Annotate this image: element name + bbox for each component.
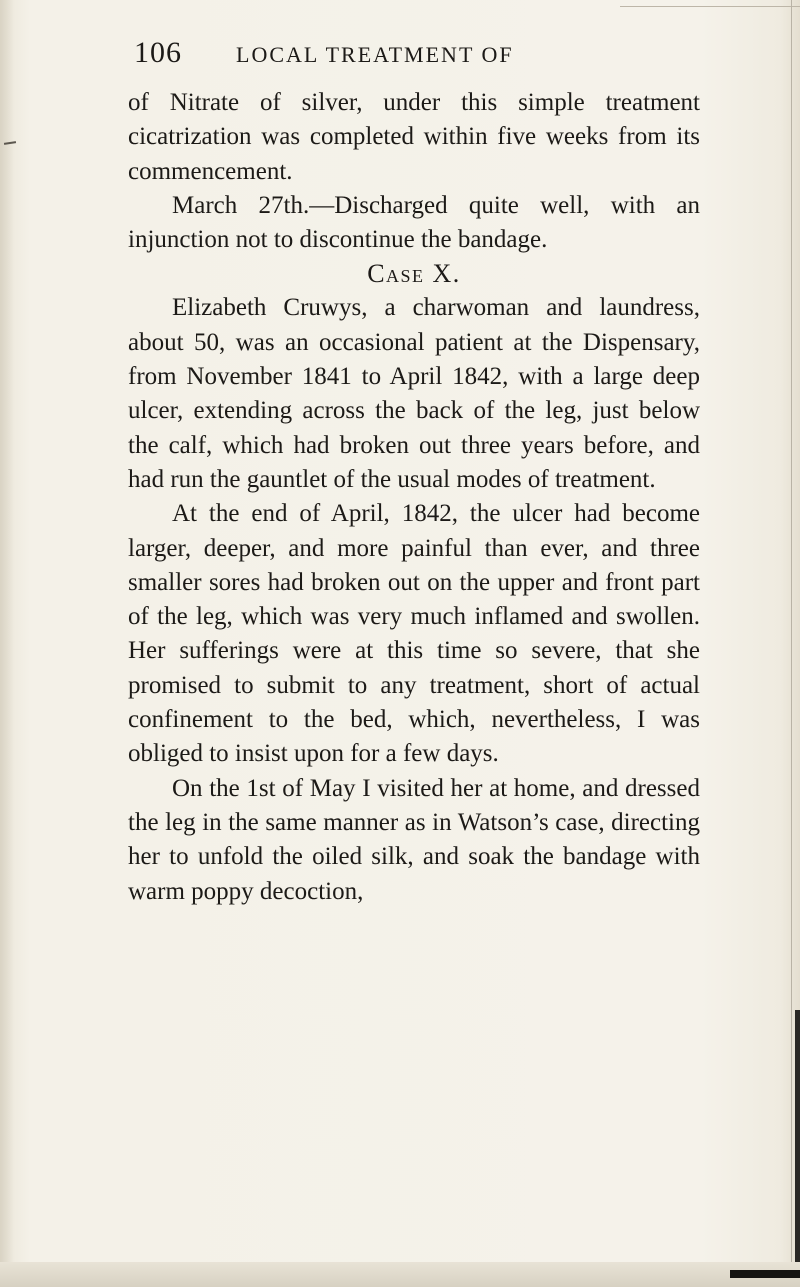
right-edge-rule [791, 0, 792, 1287]
page-header [134, 36, 714, 76]
paragraph-case-intro: Elizabeth Cruwys, a charwoman and laundress, about 50, was an occasional patient at the Dispensary, from November 1841 to April 1842, with a large deep ulcer, extending across the back of the leg, just below the calf, which had broken out three years before, and had run the gauntlet of the usual modes of treatment. [128, 294, 700, 493]
paragraph-discharge: March 27th.—Discharged quite well, with an injunction not to discontinue the bandage. [128, 191, 700, 254]
running-head: LOCAL TREATMENT OF [236, 42, 514, 67]
paragraph-condition: At the end of April, 1842, the ulcer had become larger, deeper, and more painful than ever, and three smaller sores had broken out on the upper and front part of the leg, which was very much inflamed and swollen. Her sufferings were at this time so severe, that she promised to submit to any treatment, short of actual confinement to the bed, which, nevertheless, I was obliged to insist upon for a few days. [128, 500, 700, 768]
paragraph-treatment: On the 1st of May I visited her at home, and dressed the leg in the same manner as in Watson’s case, directing her to unfold the oiled silk, and soak the bandage with warm poppy decoction, [128, 774, 700, 905]
case-heading: Case X. [367, 259, 461, 289]
top-edge-rule [620, 6, 800, 7]
body-text [128, 86, 700, 909]
paragraph-continuation: of Nitrate of silver, under this simple treatment cicatrization was completed within five weeks from its commencement. [128, 89, 700, 185]
page-bottom-edge [0, 1262, 800, 1287]
bottom-edge-mark [730, 1270, 800, 1278]
binding-shadow [0, 0, 14, 1287]
page-edge-mark [795, 1010, 800, 1287]
page-number: 106 [134, 36, 182, 69]
